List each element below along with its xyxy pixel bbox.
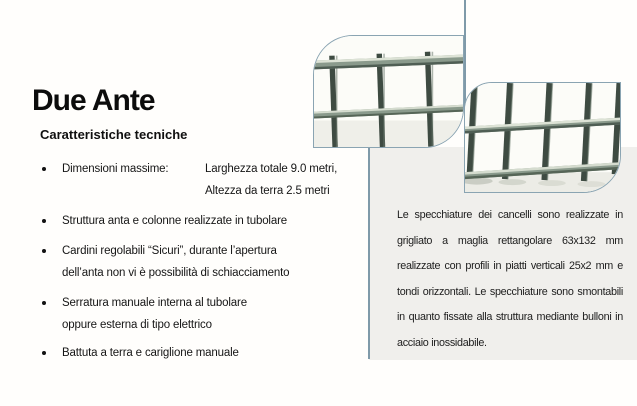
bullet-marker <box>40 342 62 355</box>
bullet-dot-icon <box>42 351 46 355</box>
bullet-label: Dimensioni massime: <box>62 163 169 175</box>
bullet-text <box>62 240 289 284</box>
bullet-item-dimensions <box>40 158 337 202</box>
bullet-text-line: oppure esterna di tipo elettrico <box>62 319 212 331</box>
bullet-item-structure <box>40 210 287 232</box>
bullet-marker <box>40 210 62 223</box>
info-text: Le specchiature dei cancelli sono realizzate in grigliato a maglia rettangolare 63x132 mm realizzate con profili in piatti verticali 25x2 mm e tondi orizzontali. Le specchiature sono smontabili in quanto fissate alla struttura mediante bulloni in acciaio inossidabile. <box>397 209 623 349</box>
bullet-item-hinges <box>40 240 289 284</box>
bullet-text-line: Cardini regolabili “Sicuri”, durante l’apertura <box>62 245 277 257</box>
bullet-value-line: Larghezza totale 9.0 metri, <box>205 163 338 175</box>
bullet-dot-icon <box>42 249 46 253</box>
bullet-dot-icon <box>42 301 46 305</box>
bullet-item-lock <box>40 292 247 336</box>
bullet-marker <box>40 292 62 305</box>
gate-grating-photo-1 <box>313 35 464 148</box>
bullet-text-line: Struttura anta e colonne realizzate in tubolare <box>62 215 288 227</box>
bullet-text-line: Battuta a terra e cariglione manuale <box>62 347 239 359</box>
gate-grating-illustration <box>465 83 620 192</box>
bullet-value <box>205 158 337 202</box>
bullet-marker <box>40 158 62 171</box>
section-heading: Caratteristiche tecniche <box>40 127 188 142</box>
bullet-marker <box>40 240 62 253</box>
gate-grating-photo-2 <box>464 82 621 193</box>
bullet-text <box>62 292 247 336</box>
bullet-value-line: Altezza da terra 2.5 metri <box>205 185 330 197</box>
page-title: Due Ante <box>32 84 155 117</box>
bullet-text <box>62 342 239 364</box>
bullet-dot-icon <box>42 167 46 171</box>
gate-grating-illustration <box>314 36 463 147</box>
bullet-item-ground-stop <box>40 342 239 364</box>
bullet-text-line: Serratura manuale interna al tubolare <box>62 297 247 309</box>
bullet-text <box>62 210 287 232</box>
divider-line-left <box>368 147 370 359</box>
bullet-dot-icon <box>42 219 46 223</box>
bullet-text-line: dell’anta non vi è possibilità di schiacciamento <box>62 267 290 279</box>
